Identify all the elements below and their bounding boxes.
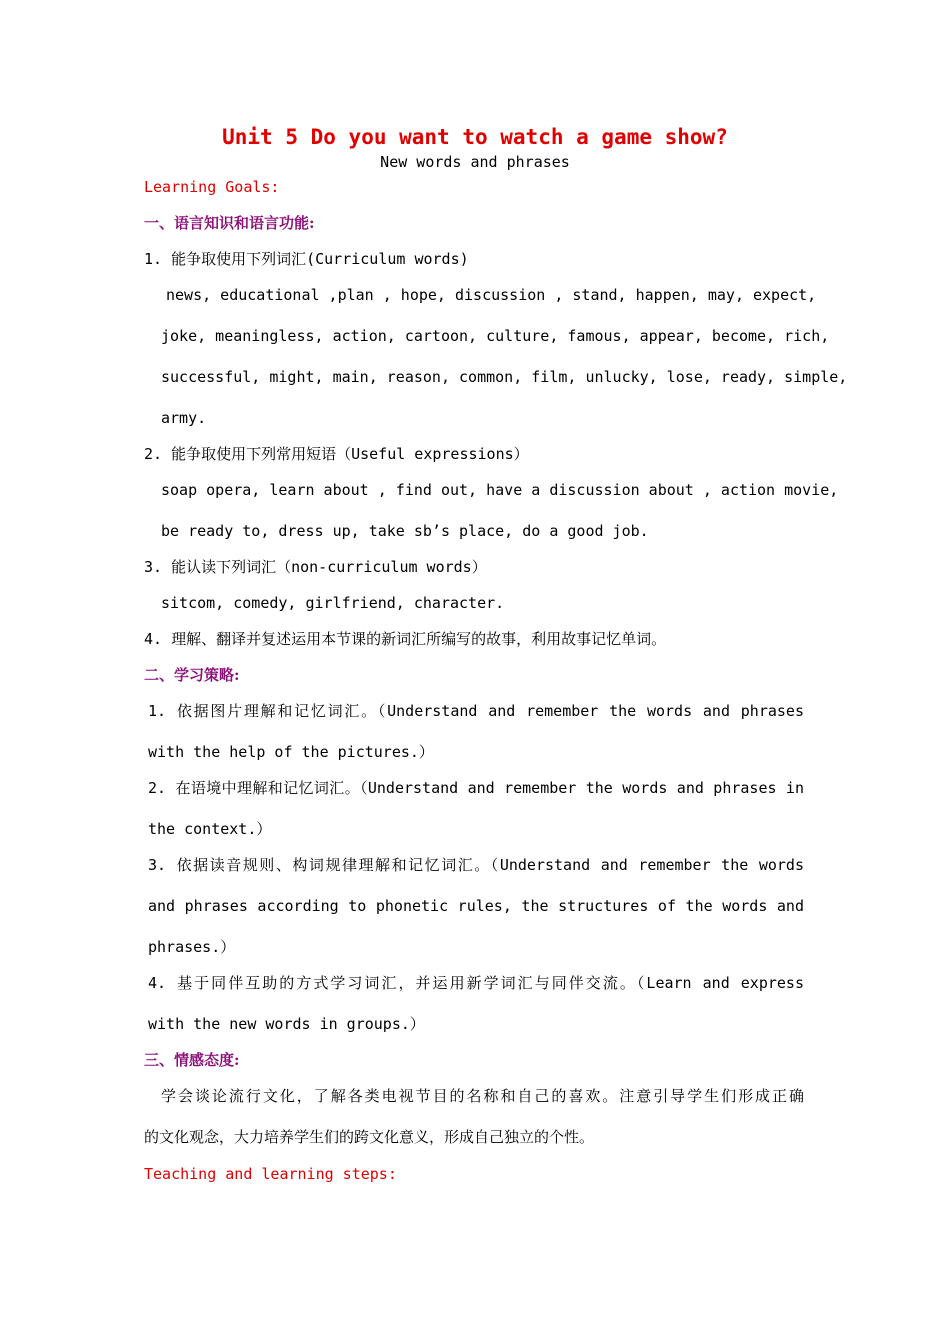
attitude-line: 学会谈论流行文化，了解各类电视节目的名称和自己的喜欢。注意引导学生们形成正确 xyxy=(161,1087,804,1105)
learning-goals-heading: Learning Goals: xyxy=(144,178,280,196)
strategy-line: 1. 依据图片理解和记忆词汇。（Understand and remember the words and phrases xyxy=(148,702,804,720)
curriculum-words-label: 1. 能争取使用下列词汇(Curriculum words) xyxy=(144,250,469,268)
attitude-line: 的文化观念，大力培养学生们的跨文化意义，形成自己独立的个性。 xyxy=(144,1128,595,1146)
curriculum-words-line: joke, meaningless, action, cartoon, culture, famous, appear, become, rich, xyxy=(161,327,830,345)
strategy-line: 2. 在语境中理解和记忆词汇。（Understand and remember the words and phrases in xyxy=(148,779,804,797)
page-title: Unit 5 Do you want to watch a game show? xyxy=(222,125,728,149)
strategy-line: with the new words in groups.） xyxy=(148,1015,425,1033)
strategy-line: the context.） xyxy=(148,820,272,838)
strategy-line: and phrases according to phonetic rules, the structures of the words and xyxy=(148,897,804,915)
non-curriculum-words-label: 3. 能认读下列词汇（non-curriculum words） xyxy=(144,558,487,576)
useful-expressions-line: be ready to, dress up, take sb’s place, do a good job. xyxy=(161,522,649,540)
section-1-heading: 一、语言知识和语言功能: xyxy=(144,214,315,232)
useful-expressions-line: soap opera, learn about , find out, have a discussion about , action movie, xyxy=(161,481,839,499)
curriculum-words-line: news, educational ,plan , hope, discussion , stand, happen, may, expect, xyxy=(166,286,817,304)
non-curriculum-words-line: sitcom, comedy, girlfriend, character. xyxy=(161,594,505,612)
curriculum-words-line: army. xyxy=(161,409,207,427)
strategy-line: phrases.） xyxy=(148,938,236,956)
strategy-line: 4. 基于同伴互助的方式学习词汇，并运用新学词汇与同伴交流。（Learn and express xyxy=(148,974,804,992)
strategy-line: 3. 依据读音规则、构词规律理解和记忆词汇。（Understand and remember the words xyxy=(148,856,804,874)
section-3-heading: 三、情感态度: xyxy=(144,1051,240,1069)
strategy-line: with the help of the pictures.） xyxy=(148,743,434,761)
curriculum-words-line: successful, might, main, reason, common, film, unlucky, lose, ready, simple, xyxy=(161,368,848,386)
goal-item-4: 4. 理解、翻译并复述运用本节课的新词汇所编写的故事，利用故事记忆单词。 xyxy=(144,630,667,648)
page-subtitle: New words and phrases xyxy=(380,153,570,171)
useful-expressions-label: 2. 能争取使用下列常用短语（Useful expressions） xyxy=(144,445,529,463)
teaching-steps-heading: Teaching and learning steps: xyxy=(144,1165,397,1183)
section-2-heading: 二、学习策略: xyxy=(144,666,240,684)
